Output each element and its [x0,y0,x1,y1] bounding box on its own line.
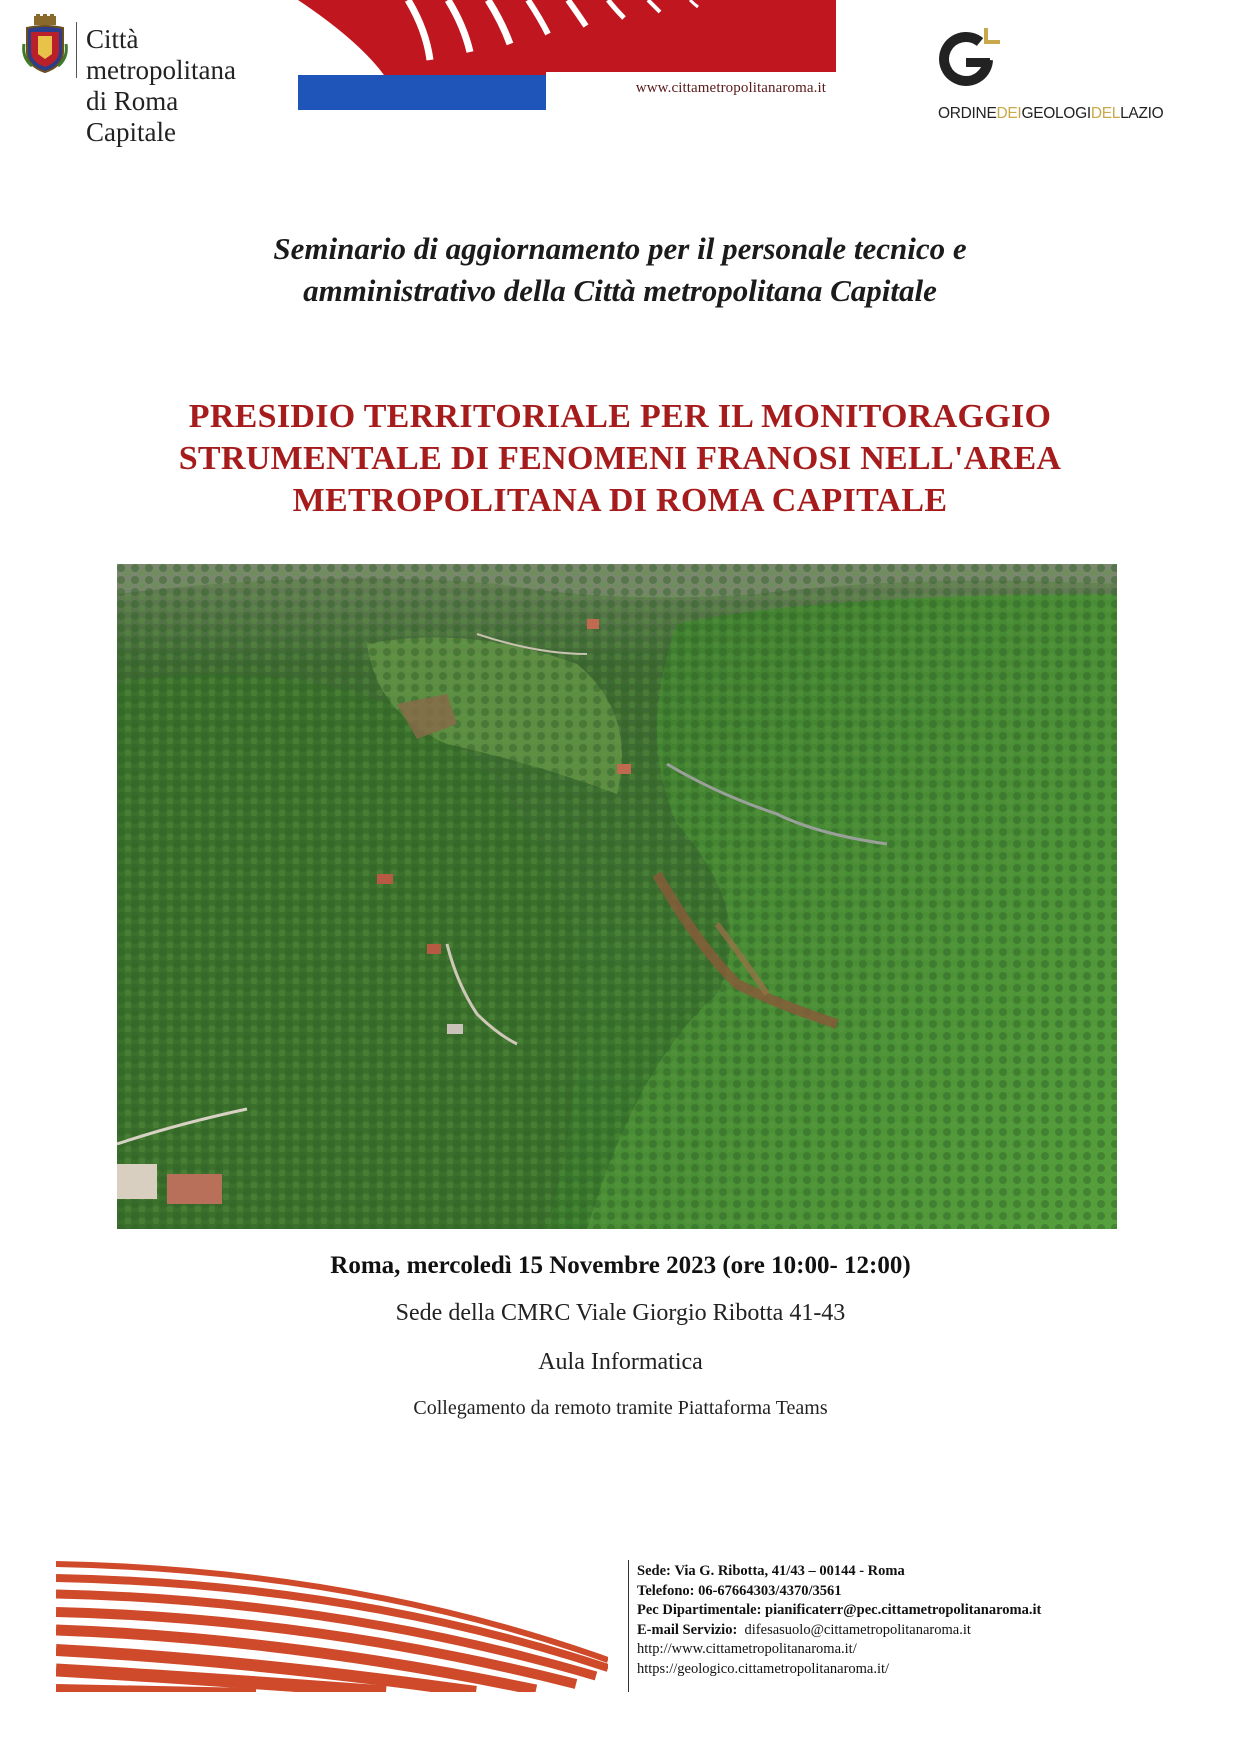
footer-sede-value: Via G. Ribotta, 41/43 – 00144 - Roma [674,1563,905,1579]
organization-name-line1: Città metropolitana [86,24,236,85]
footer-pec [637,1601,1041,1621]
event-venue: Sede della CMRC Viale Giorgio Ribotta 41-43 [395,1300,846,1326]
geologists-logo-icon [938,26,1004,96]
subtitle-line1: Seminario di aggiornamento per il personale tecnico e [273,231,967,266]
title-line3: METROPOLITANA DI ROMA CAPITALE [292,482,948,519]
footer-website1-link[interactable]: http://www.cittametropolitanaroma.it/ [637,1641,857,1657]
logo-divider [76,22,77,78]
aerial-landslide-photo [117,564,1117,1229]
footer-telefono [637,1582,1041,1602]
footer-email-label: E-mail Servizio: [637,1621,738,1638]
footer-email [637,1621,1041,1641]
footer-pec-label: Pec Dipartimentale: [637,1602,762,1618]
geo-name-del: DEL [1090,105,1121,122]
subtitle-line2: amministrativo della Città metropolitana Capitale [303,273,937,308]
footer-decorative-arcs [56,1560,608,1692]
footer-website2-link[interactable]: https://geologico.cittametropolitanaroma.it/ [637,1660,890,1677]
coat-of-arms-icon [22,14,68,74]
title-line2: STRUMENTALE DI FENOMENI FRANOSI NELL'AREA [178,440,1062,477]
title-line1: PRESIDIO TERRITORIALE PER IL MONITORAGGIO [188,398,1052,435]
footer-sede [637,1562,1041,1582]
geologists-org-name [938,105,1163,123]
footer-divider [628,1560,629,1692]
event-date-time: Roma, mercoledì 15 Novembre 2023 (ore 10:00- 12:00) [330,1252,911,1279]
event-remote-connection: Collegamento da remoto tramite Piattaforma Teams [413,1397,828,1419]
page-title [100,396,1140,522]
footer-tel-label: Telefono: [637,1582,695,1599]
geo-name-geologi: GEOLOGI [1021,105,1091,122]
event-room: Aula Informatica [538,1349,703,1375]
organization-name [86,24,236,148]
footer-tel-value: 06-67664303/4370/3561 [698,1582,842,1599]
geo-name-dei: DEI [996,105,1022,122]
footer-email-link[interactable]: difesasuolo@cittametropolitanaroma.it [744,1621,971,1638]
seminar-subtitle [120,228,1120,312]
footer-contact-info [637,1562,1041,1679]
geo-name-lazio: LAZIO [1120,105,1164,122]
footer-sede-label: Sede: [637,1563,671,1579]
banner-website-link[interactable]: www.cittametropolitanaroma.it [635,80,826,96]
geo-name-ordine: ORDINE [938,105,997,122]
footer-pec-link[interactable]: pianificaterr@pec.cittametropolitanaroma.it [765,1602,1042,1618]
organization-name-line2: di Roma Capitale [86,86,179,147]
